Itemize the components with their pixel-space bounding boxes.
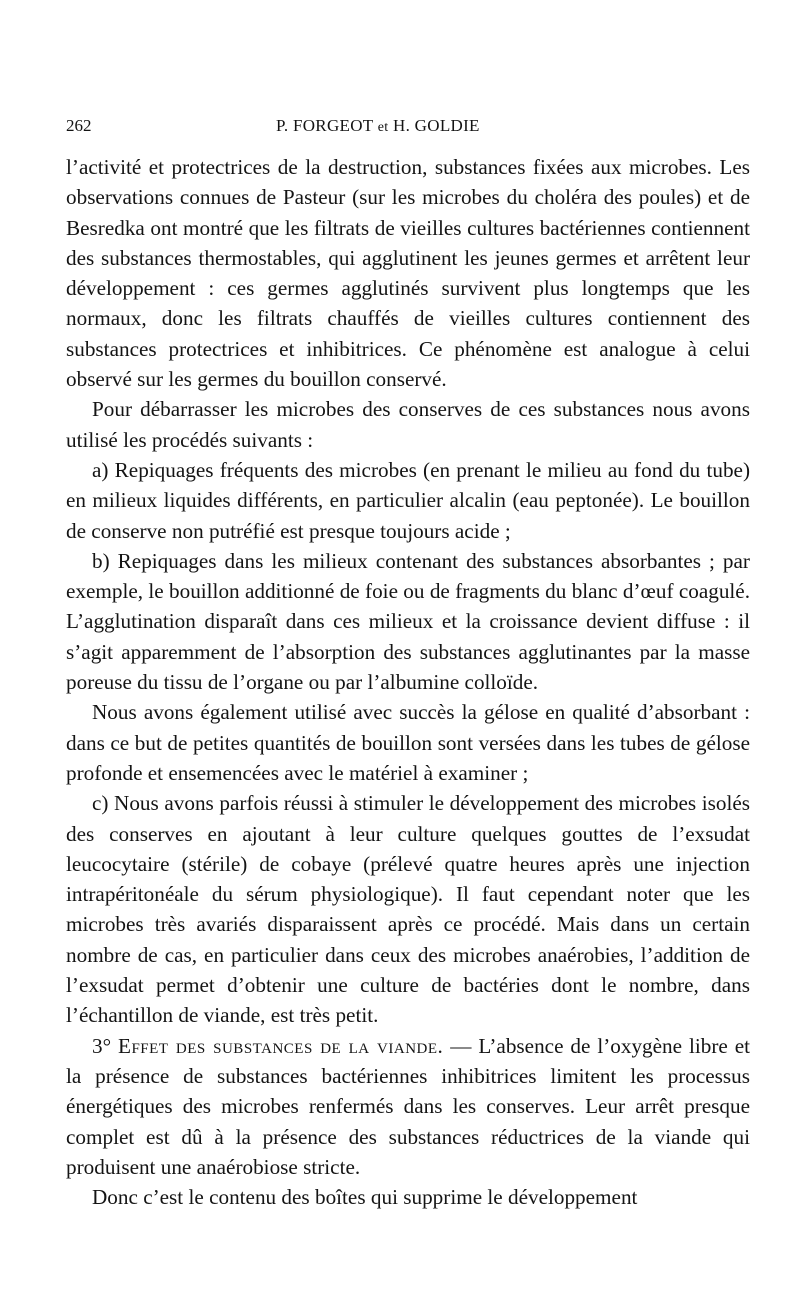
author-2: H. GOLDIE: [393, 116, 480, 135]
paragraph: a) Repiquages fréquents des microbes (en prenant le milieu au fond du tube) en milieux liquides différents, en particulier alcalin (eau peptonée). Le bouillon de conserve non putréfié est presque toujours acide ;: [66, 457, 750, 543]
running-head: [66, 112, 750, 144]
section-heading: Effet des substances de la viande.: [118, 1033, 444, 1058]
author-1: P. FORGEOT: [276, 116, 374, 135]
conjunction: et: [377, 120, 389, 135]
section-number: 3°: [92, 1033, 112, 1058]
running-title: [276, 116, 480, 136]
section-text: L’absence de l’oxygène libre et la présence de substances bactériennes inhibitrices limitent les processus énergétiques des microbes renfermés dans les conserves. Leur arrêt presque complet est dû à la présence des substances réductrices de la viande qui produisent une anaérobiose stricte.: [66, 1033, 750, 1179]
paragraph: c) Nous avons parfois réussi à stimuler le développement des microbes isolés des conserves en ajoutant à leur culture quelques gouttes de l’exsudat leucocytaire (stérile) de cobaye (prélevé quatre heures après une injection intrapéritonéale du sérum physiologique). Il faut cependant noter que les microbes très avariés disparaissent après ce procédé. Mais dans un certain nombre de cas, en particulier dans ceux des microbes anaérobies, l’addition de l’exsudat permet d’obtenir une culture de bactéries dont le nombre, dans l’échantillon de viande, est très petit.: [66, 791, 750, 1028]
page: [66, 112, 750, 1212]
paragraph: b) Repiquages dans les milieux contenant des substances absorbantes ; par exemple, le bouillon additionné de foie ou de fragments du blanc d’œuf coagulé. L’agglutination disparaît dans ces milieux et la croissance devient diffuse : il s’agit apparemment de l’absorption des substances agglutinantes par la masse poreuse du tissu de l’organe ou par l’albumine colloïde.: [66, 548, 750, 695]
paragraph: Nous avons également utilisé avec succès la gélose en qualité d’absorbant : dans ce but de petites quantités de bouillon sont versées dans les tubes de gélose profonde et ensemencées avec le matériel à examiner ;: [66, 700, 750, 785]
section-dash: —: [450, 1033, 472, 1058]
section-paragraph: [66, 1031, 750, 1182]
paragraph: l’activité et protectrices de la destruction, substances fixées aux microbes. Les observations connues de Pasteur (sur les microbes du choléra des poules) et de Besredka ont montré que les filtrats de vieilles cultures bactériennes contiennent des substances thermostables, qui agglutinent les jeunes germes et arrêtent leur développement : ces germes agglutinés survivent plus longtemps que les normaux, donc les filtrats chauffés de vieilles cultures contiennent des substances protectrices et inhibitrices. Ce phénomène est analogue à celui observé sur les germes du bouillon conservé.: [66, 155, 750, 392]
paragraph: Pour débarrasser les microbes des conserves de ces substances nous avons utilisé les procédés suivants :: [66, 397, 750, 452]
paragraph: Donc c’est le contenu des boîtes qui supprime le développement: [92, 1185, 638, 1210]
page-number: 262: [66, 116, 92, 135]
body-text: [66, 152, 750, 1212]
